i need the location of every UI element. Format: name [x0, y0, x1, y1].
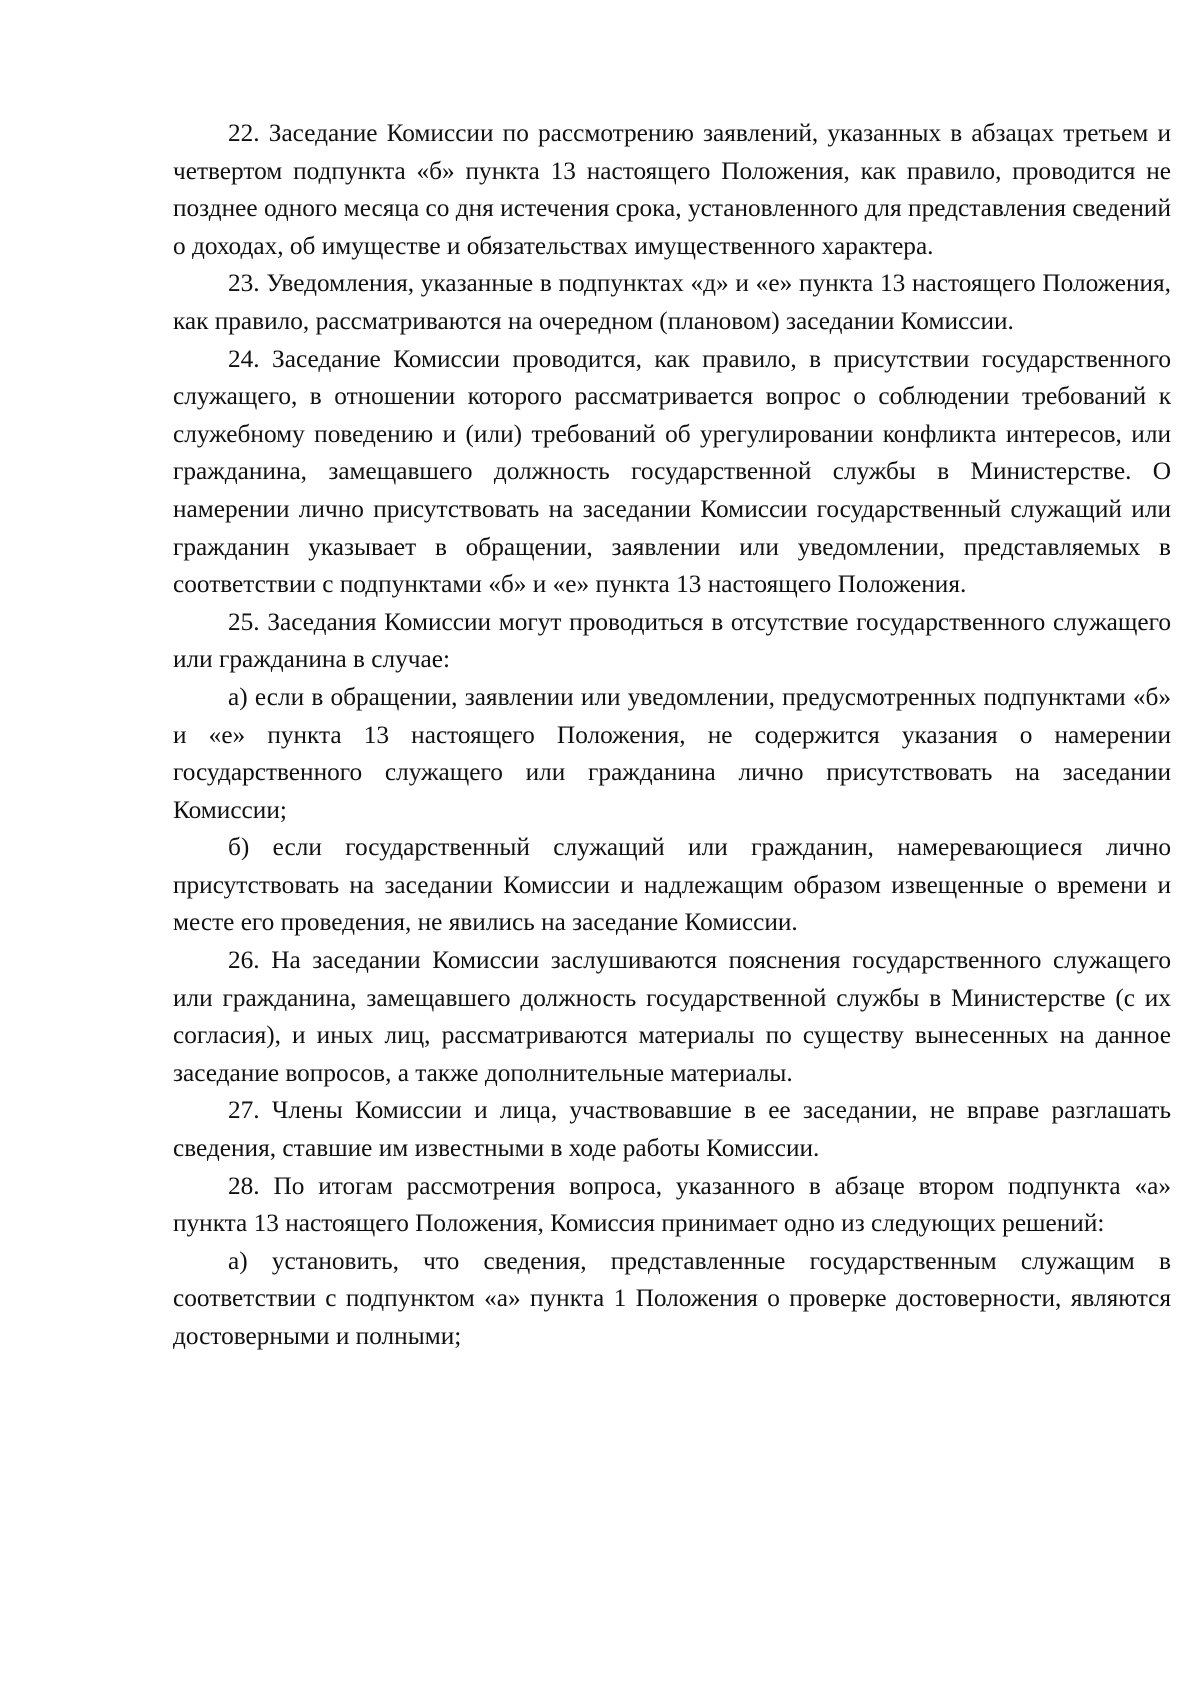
paragraph-26: 26. На заседании Комиссии заслушиваются пояснения государственного служащего или гражданина, замещавшего должность государственной службы в Министерстве (с их согласия), и иных лиц, рассматриваются материалы по существу вынесенных на данное заседание вопросов, а также дополнительные материалы. — [173, 946, 1171, 1087]
paragraph-23: 23. Уведомления, указанные в подпунктах «д» и «е» пункта 13 настоящего Положения, как правило, рассматриваются на очередном (плановом) заседании Комиссии. — [173, 269, 1171, 335]
paragraph-28-item-a: а) установить, что сведения, представленные государственным служащим в соответствии с подпунктом «а» пункта 1 Положения о проверке достоверности, являются достоверными и полными; — [173, 1246, 1171, 1350]
paragraph-25-item-b: б) если государственный служащий или гражданин, намеревающиеся лично присутствовать на заседании Комиссии и надлежащим образом извещенные о времени и месте его проведения, не явились на заседание Комиссии. — [173, 833, 1171, 937]
paragraph-25-item-a: а) если в обращении, заявлении или уведомлении, предусмотренных подпунктами «б» и «е» пункта 13 настоящего Положения, не содержится указания о намерении государственного служащего или гражданина лично присутствовать на заседании Комиссии; — [173, 682, 1171, 824]
paragraph-24: 24. Заседание Комиссии проводится, как правило, в присутствии государственного служащего, в отношении которого рассматривается вопрос о соблюдении требований к служебному поведению и (или) требований об урегулировании конфликта интересов, или гражданина, замещавшего должность государственной службы в Министерстве. О намерении лично присутствовать на заседании Комиссии государственный служащий или гражданин указывает в обращении, заявлении или уведомлении, представляемых в соответствии с подпунктами «б» и «е» пункта 13 настоящего Положения. — [173, 344, 1171, 599]
document-body — [173, 115, 1171, 1356]
paragraph-25: 25. Заседания Комиссии могут проводиться в отсутствие государственного служащего или гражданина в случае: — [173, 607, 1171, 674]
paragraph-28: 28. По итогам рассмотрения вопроса, указанного в абзаце втором подпункта «а» пункта 13 настоящего Положения, Комиссия принимает одно из следующих решений: — [173, 1171, 1171, 1238]
paragraph-27: 27. Члены Комиссии и лица, участвовавшие в ее заседании, не вправе разглашать сведения, ставшие им известными в ходе работы Комиссии. — [173, 1096, 1171, 1163]
paragraph-22: 22. Заседание Комиссии по рассмотрению заявлений, указанных в абзацах третьем и четвертом подпункта «б» пункта 13 настоящего Положения, как правило, проводится не позднее одного месяца со дня истечения срока, установленного для представления сведений о доходах, об имуществе и обязательствах имущественного характера. — [173, 119, 1171, 260]
